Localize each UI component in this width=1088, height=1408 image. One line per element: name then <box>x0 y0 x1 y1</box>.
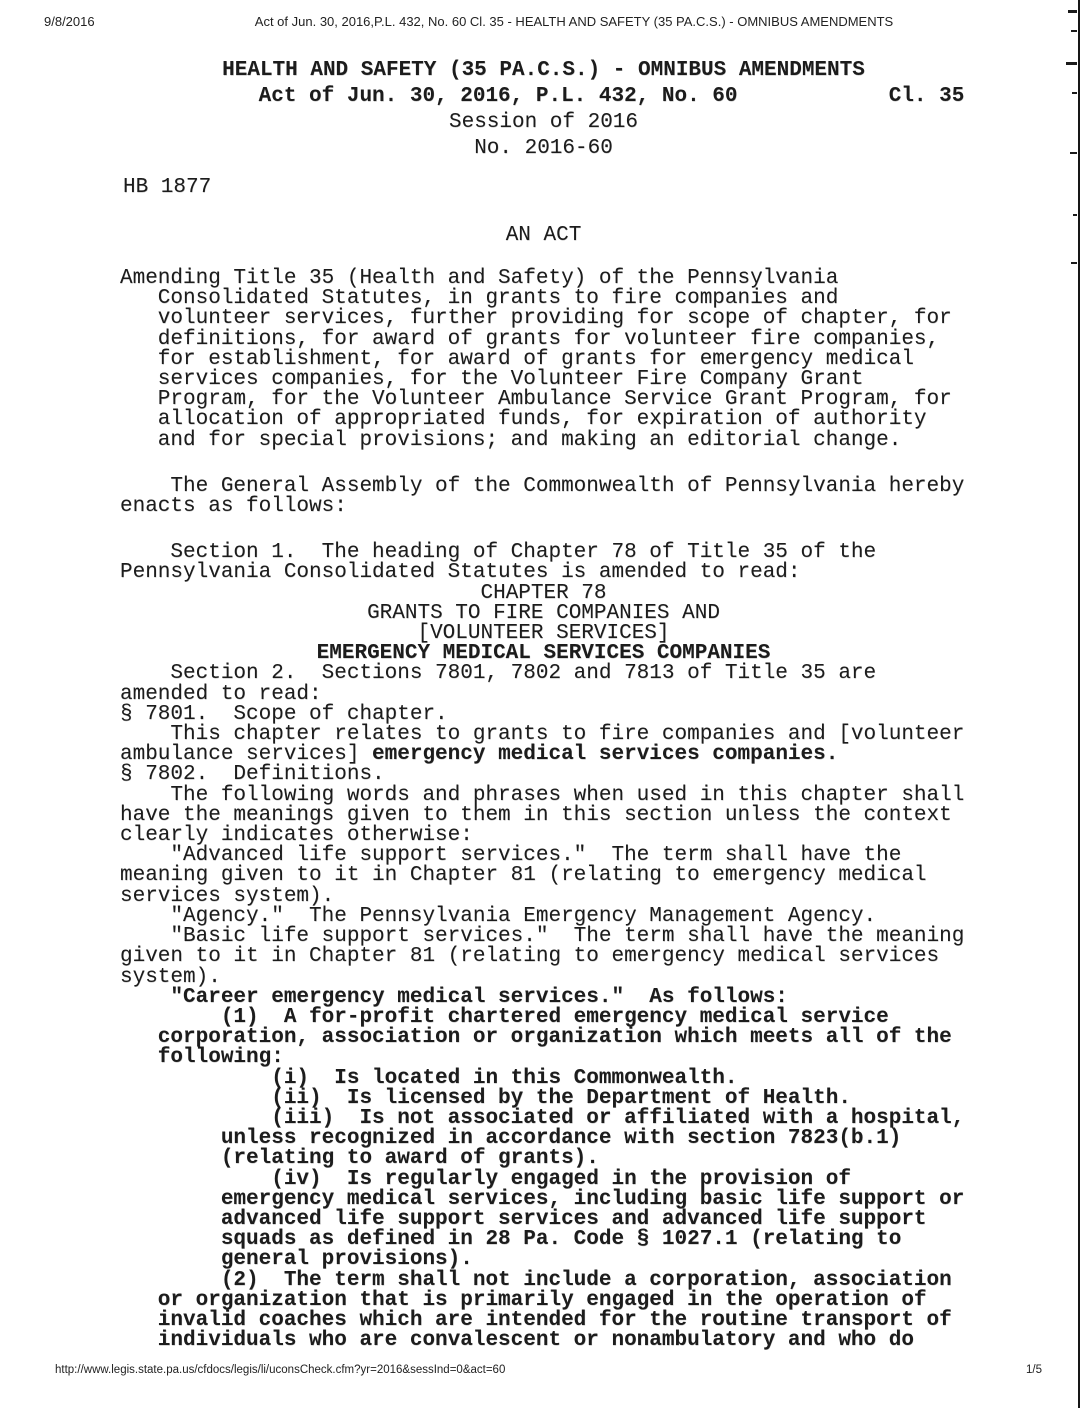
scan-noise <box>1071 30 1077 32</box>
text-line: [VOLUNTEER SERVICES] <box>417 622 670 646</box>
print-date: 9/8/2016 <box>44 14 95 29</box>
text-line: individuals who are convalescent or nonambulatory and who do <box>120 1329 914 1353</box>
text-line: definitions, for award of grants for volunteer fire companies, <box>120 327 940 351</box>
text-line: (ii) Is licensed by the Department of Health. <box>120 1086 851 1110</box>
text-line: "Advanced life support services." The term shall have the <box>120 844 902 868</box>
text-line: Amending Title 35 (Health and Safety) of the Pennsylvania <box>120 267 839 290</box>
text-line: for establishment, for award of grants for emergency medical <box>120 347 914 371</box>
text-line: corporation, association or organization which meets all of the <box>120 1026 952 1050</box>
scan-artifact-line <box>1078 0 1080 1408</box>
text-line: and for special provisions; and making an editorial change. <box>120 428 902 452</box>
text-line: EMERGENCY MEDICAL SERVICES COMPANIES <box>316 642 771 666</box>
text-line: amended to read: <box>120 682 322 706</box>
text-line: (iii) Is not associated or affiliated with a hospital, <box>120 1106 965 1130</box>
text-line: unless recognized in accordance with section 7823(b.1) <box>120 1127 902 1151</box>
text-line: (2) The term shall not include a corporation, association <box>120 1268 952 1292</box>
text-line: services companies, for the Volunteer Fire Company Grant <box>120 368 864 392</box>
source-url: http://www.legis.state.pa.us/cfdocs/legis/li/uconsCheck.cfm?yr=2016&sessInd=0&act=60 <box>55 1364 506 1376</box>
text-line: invalid coaches which are intended for the routine transport of <box>120 1308 952 1332</box>
text-line: "Basic life support services." The term shall have the meaning <box>120 925 965 949</box>
text-line: This chapter relates to grants to fire companies and [volunteer <box>120 723 965 747</box>
text-line: "Career emergency medical services." As follows: <box>120 985 788 1009</box>
text-line: Pennsylvania Consolidated Statutes is amended to read: <box>120 561 801 585</box>
print-footer <box>0 1364 1088 1382</box>
text-line: "Agency." The Pennsylvania Emergency Management Agency. <box>120 904 877 928</box>
text-line: GRANTS TO FIRE COMPANIES AND <box>367 601 720 625</box>
text-line: (relating to award of grants). <box>120 1147 599 1171</box>
text-line: § 7801. Scope of chapter. <box>120 702 448 726</box>
text-line: services system). <box>120 884 335 908</box>
text-line: HEALTH AND SAFETY (35 PA.C.S.) - OMNIBUS AMENDMENTS <box>222 59 865 82</box>
text-line: (iv) Is regularly engaged in the provision of <box>120 1167 851 1191</box>
text-segment: emergency medical services companies. <box>372 743 839 767</box>
scan-noise <box>1066 62 1077 65</box>
text-line: general provisions). <box>120 1248 473 1272</box>
text-line: squads as defined in 28 Pa. Code § 1027.1 (relating to <box>120 1228 902 1252</box>
text-line: Program, for the Volunteer Ambulance Service Grant Program, for <box>120 388 952 412</box>
print-doc-title: Act of Jun. 30, 2016,P.L. 432, No. 60 Cl. 35 - HEALTH AND SAFETY (35 PA.C.S.) - OMNIBUS AMENDMENTS <box>254 14 894 29</box>
text-line: Act of Jun. 30, 2016, P.L. 432, No. 60 Cl. 35 <box>120 85 965 108</box>
text-line: Section 2. Sections 7801, 7802 and 7813 of Title 35 are <box>120 662 877 686</box>
text-segment: ambulance services] <box>120 743 373 767</box>
text-line: No. 2016-60 <box>474 137 613 160</box>
text-line: (i) Is located in this Commonwealth. <box>120 1066 738 1090</box>
text-line: clearly indicates otherwise: <box>120 824 473 848</box>
text-line: have the meanings given to them in this section unless the context <box>120 803 952 827</box>
scan-noise <box>1070 152 1077 154</box>
bill-number: HB 1877 <box>123 176 212 199</box>
scan-noise <box>1072 92 1077 94</box>
text-line: (1) A for-profit chartered emergency medical service <box>120 1005 889 1029</box>
text-line: Section 1. The heading of Chapter 78 of Title 35 of the <box>120 541 877 565</box>
text-line: enacts as follows: <box>120 495 347 519</box>
text-line: volunteer services, further providing for scope of chapter, for <box>120 307 952 331</box>
text-line: meaning given to it in Chapter 81 (relating to emergency medical <box>120 864 927 888</box>
scan-noise <box>1068 10 1077 13</box>
page-number: 1/5 <box>1026 1364 1042 1376</box>
text-line: advanced life support services and advanced life support <box>120 1207 927 1231</box>
scan-noise <box>1073 214 1077 216</box>
print-header <box>0 12 1088 32</box>
text-line: allocation of appropriated funds, for expiration of authority <box>120 408 927 432</box>
text-line: § 7802. Definitions. <box>120 763 385 787</box>
text-line: CHAPTER 78 <box>480 581 607 605</box>
text-line: The General Assembly of the Commonwealth of Pennsylvania hereby <box>120 474 965 498</box>
act-title-block <box>120 58 967 162</box>
an-act-heading: AN ACT <box>505 224 582 247</box>
text-line: system). <box>120 965 221 989</box>
text-line: given to it in Chapter 81 (relating to emergency medical services <box>120 945 940 969</box>
text-line: The following words and phrases when used in this chapter shall <box>120 783 965 807</box>
document-body <box>120 269 967 1351</box>
text-line: Consolidated Statutes, in grants to fire companies and <box>120 287 839 311</box>
text-line: Session of 2016 <box>448 111 639 134</box>
scan-noise <box>1071 262 1077 264</box>
text-line <box>120 745 967 765</box>
text-line: or organization that is primarily engaged in the operation of <box>120 1288 927 1312</box>
text-line: emergency medical services, including basic life support or <box>120 1187 965 1211</box>
text-line: following: <box>120 1046 284 1070</box>
